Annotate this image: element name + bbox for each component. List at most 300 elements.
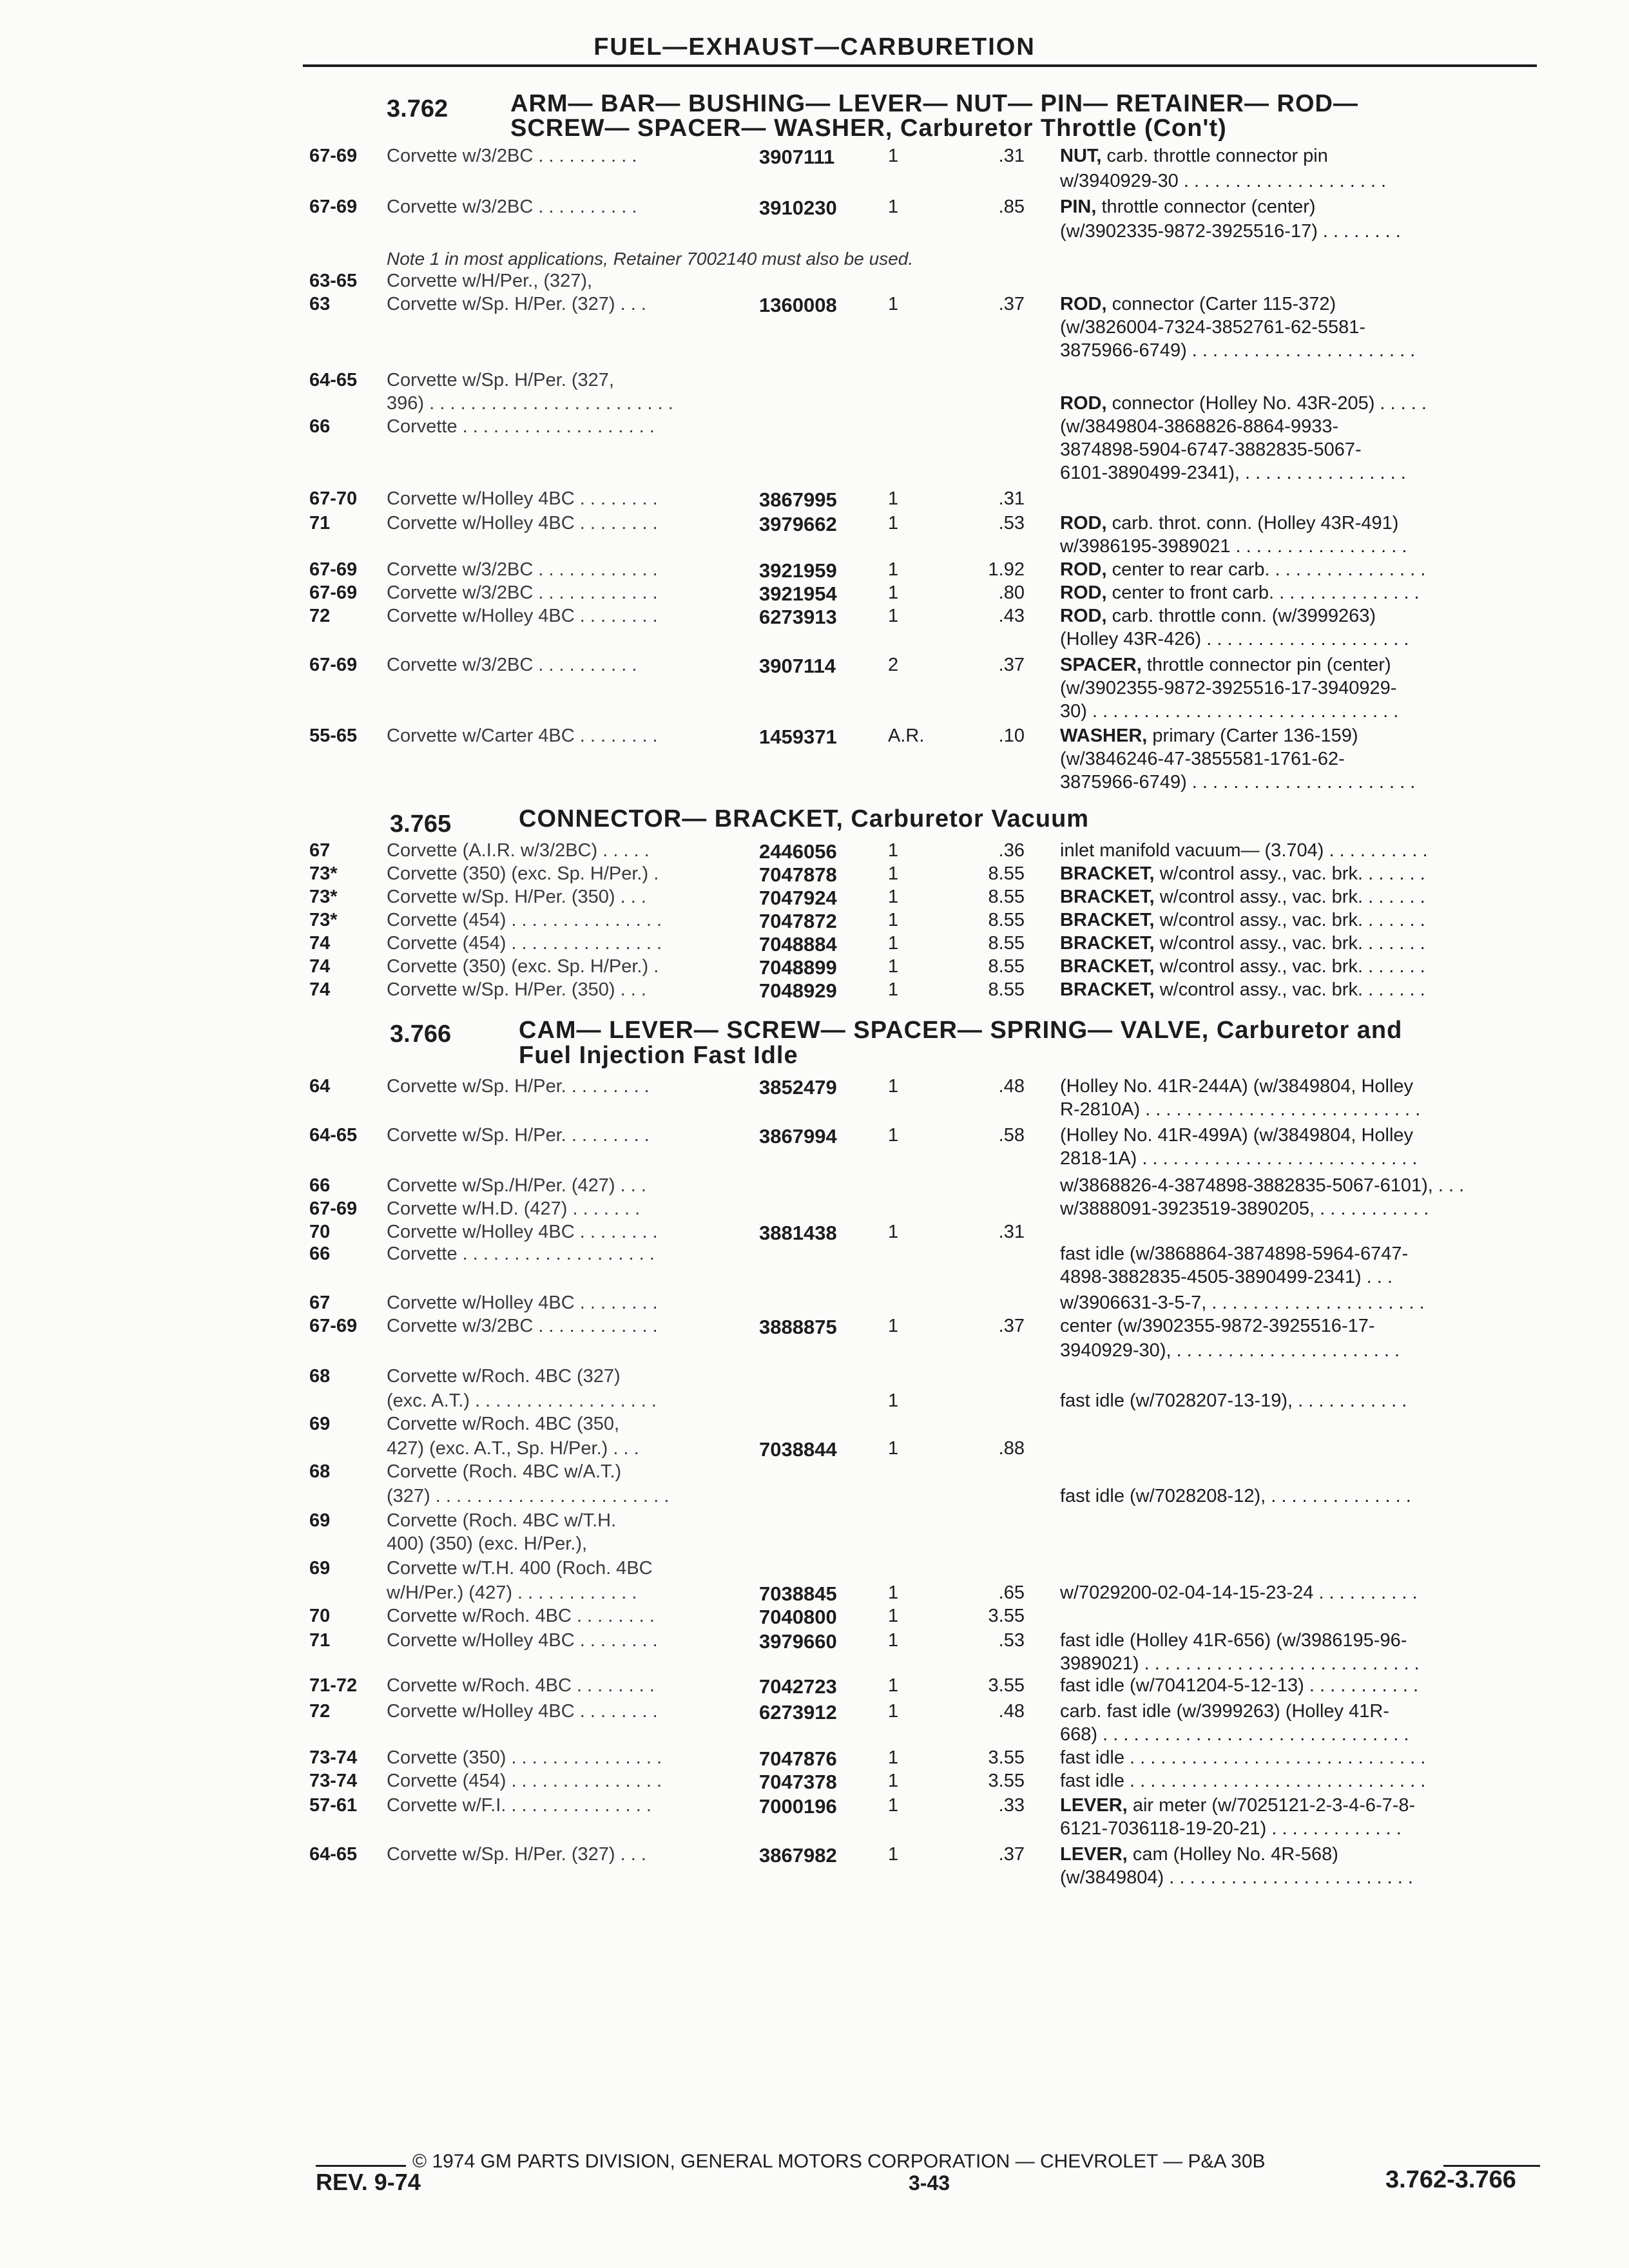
part-detail: air meter (w/7025121-2-3-4-6-7-8- <box>1132 1795 1416 1816</box>
part-name: SPACER, <box>1060 655 1142 675</box>
part-detail: carb. fast idle (w/3999263) (Holley 41R- <box>1060 1701 1389 1722</box>
part-description <box>1060 1340 1400 1361</box>
part-detail: (w/3826004-7324-3852761-62-5581- <box>1060 317 1366 338</box>
table-row <box>0 294 1629 317</box>
table-row <box>0 197 1629 220</box>
price: 3.55 <box>988 1675 1025 1696</box>
table-row <box>0 1867 1629 1890</box>
table-row <box>0 655 1629 678</box>
part-description <box>1060 1795 1415 1816</box>
application: Corvette (350) . . . . . . . . . . . . . . . <box>387 1747 662 1768</box>
part-name: BRACKET, <box>1060 887 1155 907</box>
part-detail: 3989021) . . . . . . . . . . . . . . . . . . . . . . . . . . . <box>1060 1653 1420 1674</box>
part-description <box>1060 1244 1408 1265</box>
model-year: 73* <box>309 863 338 884</box>
table-row <box>0 1148 1629 1171</box>
table-row <box>0 559 1629 582</box>
table-row <box>0 1630 1629 1653</box>
price: 3.55 <box>988 1747 1025 1768</box>
part-detail: 2818-1A) . . . . . . . . . . . . . . . . . . . . . . . . . . . <box>1060 1148 1418 1169</box>
application: 427) (exc. A.T., Sp. H/Per.) . . . <box>387 1438 639 1459</box>
price: .37 <box>998 1316 1025 1336</box>
model-year: 74 <box>309 956 331 977</box>
quantity: 1 <box>888 1675 899 1696</box>
table-row <box>0 1533 1629 1557</box>
part-detail: (w/3849804-3868826-8864-9933- <box>1060 416 1339 437</box>
part-name: BRACKET, <box>1060 933 1155 954</box>
part-detail: 3874898-5904-6747-3882835-5067- <box>1060 439 1362 460</box>
part-number: 3907111 <box>759 146 835 168</box>
part-detail: fast idle (Holley 41R-656) (w/3986195-96- <box>1060 1630 1407 1651</box>
price: .36 <box>998 840 1025 861</box>
price: 1.92 <box>988 559 1025 580</box>
table-row <box>0 1795 1629 1818</box>
table-row <box>0 1340 1629 1363</box>
section-title-3762-line1: ARM— BAR— BUSHING— LEVER— NUT— PIN— RETAINER— ROD— <box>510 90 1358 117</box>
application: Corvette w/Holley 4BC . . . . . . . . <box>387 606 658 626</box>
part-number: 7047872 <box>759 910 837 932</box>
part-description <box>1060 1267 1393 1288</box>
model-year: 63-65 <box>309 271 358 291</box>
table-row <box>0 463 1629 486</box>
part-number: 3881438 <box>759 1222 837 1244</box>
part-number: 3867982 <box>759 1844 837 1867</box>
part-name: WASHER, <box>1060 726 1148 746</box>
application: 400) (350) (exc. H/Per.), <box>387 1533 588 1554</box>
part-detail: w/control assy., vac. brk. . . . . . . <box>1159 910 1425 930</box>
price: .48 <box>998 1701 1025 1722</box>
part-description <box>1060 933 1425 954</box>
part-detail: center to rear carb. . . . . . . . . . . . . . . . <box>1112 559 1426 580</box>
model-year: 66 <box>309 1175 331 1196</box>
table-row <box>0 840 1629 863</box>
table-row <box>0 629 1629 652</box>
application: Corvette . . . . . . . . . . . . . . . . . . . <box>387 416 655 437</box>
part-description <box>1060 1747 1425 1769</box>
model-year: 70 <box>309 1606 331 1626</box>
part-number: 2446056 <box>759 840 837 863</box>
part-detail: inlet manifold vacuum— (3.704) . . . . . . . . . . <box>1060 840 1428 861</box>
part-detail: w/control assy., vac. brk. . . . . . . <box>1159 887 1425 907</box>
part-description <box>1060 1486 1411 1507</box>
application: Corvette w/T.H. 400 (Roch. 4BC <box>387 1558 653 1579</box>
part-detail: fast idle . . . . . . . . . . . . . . . . . . . . . . . . . . . . . <box>1060 1771 1426 1791</box>
price: .31 <box>998 146 1025 166</box>
table-row <box>0 1293 1629 1316</box>
model-year: 64-65 <box>309 1844 358 1865</box>
model-year: 67-69 <box>309 655 358 675</box>
part-detail: (w/3849804) . . . . . . . . . . . . . . . . . . . . . . . . <box>1060 1867 1413 1888</box>
application: (exc. A.T.) . . . . . . . . . . . . . . . . . . <box>387 1390 657 1411</box>
part-detail: w/control assy., vac. brk. . . . . . . <box>1159 863 1425 884</box>
table-row <box>0 1486 1629 1509</box>
table-row <box>0 1099 1629 1122</box>
part-name: ROD, <box>1060 294 1107 314</box>
model-year: 71-72 <box>309 1675 358 1696</box>
quantity: 1 <box>888 1747 899 1768</box>
price: .31 <box>998 488 1025 509</box>
price: 8.55 <box>988 910 1025 930</box>
part-name: LEVER, <box>1060 1795 1128 1816</box>
part-description <box>1060 1099 1420 1120</box>
quantity: 1 <box>888 840 899 861</box>
part-name: NUT, <box>1060 146 1102 166</box>
part-description <box>1060 221 1401 242</box>
model-year: 64 <box>309 1076 331 1097</box>
page-header: FUEL—EXHAUST—CARBURETION <box>593 34 1036 61</box>
model-year: 74 <box>309 979 331 1000</box>
part-detail: throttle connector (center) <box>1101 197 1316 217</box>
quantity: 1 <box>888 197 899 217</box>
part-description <box>1060 1582 1418 1604</box>
application: Corvette w/Holley 4BC . . . . . . . . <box>387 1222 658 1242</box>
quantity: 1 <box>888 606 899 626</box>
footer-revision: REV. 9-74 <box>316 2169 421 2195</box>
part-description <box>1060 1818 1402 1840</box>
application: Corvette w/Roch. 4BC . . . . . . . . <box>387 1675 655 1696</box>
part-number: 7048929 <box>759 979 837 1002</box>
model-year: 70 <box>309 1222 331 1242</box>
model-year: 67-69 <box>309 197 358 217</box>
quantity: 1 <box>888 1222 899 1242</box>
quantity: 1 <box>888 863 899 884</box>
model-year: 69 <box>309 1558 331 1579</box>
part-detail: connector (Carter 115-372) <box>1112 294 1336 314</box>
table-row <box>0 726 1629 749</box>
quantity: 1 <box>888 1630 899 1651</box>
table-row <box>0 1724 1629 1747</box>
part-detail: w/3868826-4-3874898-3882835-5067-6101), . . . <box>1060 1175 1465 1196</box>
part-name: ROD, <box>1060 606 1107 626</box>
section-number-3765: 3.765 <box>390 811 452 838</box>
application: Corvette (Roch. 4BC w/T.H. <box>387 1510 617 1531</box>
application: Corvette w/Roch. 4BC . . . . . . . . <box>387 1606 655 1626</box>
part-number: 7048884 <box>759 933 837 956</box>
price: 3.55 <box>988 1771 1025 1791</box>
part-description <box>1060 1148 1417 1169</box>
table-row <box>0 1076 1629 1099</box>
quantity: A.R. <box>888 726 925 746</box>
part-description <box>1060 1675 1418 1696</box>
part-detail: carb. throttle conn. (w/3999263) <box>1112 606 1376 626</box>
part-description <box>1060 887 1425 908</box>
part-number: 3888875 <box>759 1316 837 1338</box>
table-row <box>0 956 1629 979</box>
application: 396) . . . . . . . . . . . . . . . . . . . . . . . . <box>387 393 673 414</box>
price: .33 <box>998 1795 1025 1816</box>
part-detail: center (w/3902355-9872-3925516-17- <box>1060 1316 1375 1336</box>
application: Corvette w/Carter 4BC . . . . . . . . <box>387 726 658 746</box>
application: Corvette w/Sp./H/Per. (427) . . . <box>387 1175 646 1196</box>
part-description <box>1060 1867 1413 1888</box>
part-detail: 6101-3890499-2341), . . . . . . . . . . . . . . . . <box>1060 463 1406 483</box>
part-description <box>1060 1653 1420 1675</box>
application: Corvette w/Holley 4BC . . . . . . . . <box>387 1630 658 1651</box>
part-number: 3921959 <box>759 559 837 582</box>
part-name: BRACKET, <box>1060 956 1155 977</box>
model-year: 71 <box>309 1630 331 1651</box>
part-detail: carb. throt. conn. (Holley 43R-491) <box>1112 513 1399 533</box>
model-year: 72 <box>309 1701 331 1722</box>
part-description <box>1060 340 1415 361</box>
model-year: 67-70 <box>309 488 358 509</box>
quantity: 1 <box>888 1125 899 1146</box>
part-detail: fast idle (w/3868864-3874898-5964-6747- <box>1060 1244 1409 1264</box>
model-year: 72 <box>309 606 331 626</box>
part-number: 7048899 <box>759 956 837 979</box>
table-row <box>0 416 1629 439</box>
table-row <box>0 863 1629 887</box>
table-row <box>0 701 1629 724</box>
part-description <box>1060 582 1420 604</box>
table-row <box>0 887 1629 910</box>
part-name: LEVER, <box>1060 1844 1128 1865</box>
application: Corvette w/Sp. H/Per. (327) . . . <box>387 1844 646 1865</box>
application: Corvette w/Holley 4BC . . . . . . . . <box>387 1701 658 1722</box>
section-title-3766-line1: CAM— LEVER— SCREW— SPACER— SPRING— VALVE, Carburetor and <box>519 1017 1403 1044</box>
price: .10 <box>998 726 1025 746</box>
part-detail: w/3906631-3-5-7, . . . . . . . . . . . . . . . . . . . . . <box>1060 1293 1425 1313</box>
table-row <box>0 370 1629 393</box>
price: 8.55 <box>988 933 1025 954</box>
quantity: 1 <box>888 1606 899 1626</box>
model-year: 69 <box>309 1414 331 1434</box>
table-row <box>0 171 1629 194</box>
model-year: 73* <box>309 887 338 907</box>
part-number: 3910230 <box>759 197 837 219</box>
model-year: 74 <box>309 933 331 954</box>
quantity: 2 <box>888 655 899 675</box>
table-row <box>0 536 1629 559</box>
model-year: 67-69 <box>309 582 358 603</box>
section-number-3766: 3.766 <box>390 1021 452 1048</box>
part-description <box>1060 294 1336 315</box>
model-year: 66 <box>309 1244 331 1264</box>
table-row <box>0 979 1629 1003</box>
table-row <box>0 1558 1629 1581</box>
application: Corvette w/3/2BC . . . . . . . . . . <box>387 197 637 217</box>
price: .43 <box>998 606 1025 626</box>
section-title-3762-line2: SCREW— SPACER— WASHER, Carburetor Throttle (Con't) <box>510 115 1227 142</box>
footer-section-range: 3.762-3.766 <box>1385 2166 1516 2193</box>
price: .37 <box>998 294 1025 314</box>
quantity: 1 <box>888 1701 899 1722</box>
table-row <box>0 606 1629 629</box>
part-description <box>1060 863 1425 885</box>
part-description <box>1060 146 1328 167</box>
model-year: 67-69 <box>309 559 358 580</box>
section-number-3762: 3.762 <box>387 95 448 122</box>
table-row <box>0 1175 1629 1198</box>
part-detail: throttle connector pin (center) <box>1146 655 1391 675</box>
table-row <box>0 1510 1629 1533</box>
price: .48 <box>998 1076 1025 1097</box>
part-description <box>1060 840 1428 861</box>
part-number: 7038844 <box>759 1438 837 1461</box>
table-row <box>0 1414 1629 1437</box>
footer-copyright: © 1974 GM PARTS DIVISION, GENERAL MOTORS CORPORATION — CHEVROLET — P&A 30B <box>412 2151 1266 2172</box>
part-description <box>1060 629 1409 650</box>
part-detail: w/control assy., vac. brk. . . . . . . <box>1159 956 1425 977</box>
model-year: 71 <box>309 513 331 533</box>
part-number: 6273912 <box>759 1701 837 1724</box>
application: Corvette w/Roch. 4BC (327) <box>387 1366 621 1387</box>
application: Corvette w/Sp. H/Per. (350) . . . <box>387 979 646 1000</box>
part-description <box>1060 1844 1338 1865</box>
part-description <box>1060 979 1425 1001</box>
part-detail: (Holley No. 41R-499A) (w/3849804, Holley <box>1060 1125 1414 1146</box>
model-year: 57-61 <box>309 1795 358 1816</box>
part-number: 3867994 <box>759 1125 837 1148</box>
part-detail: fast idle (w/7028207-13-19), . . . . . . . . . . . <box>1060 1390 1407 1411</box>
application: (327) . . . . . . . . . . . . . . . . . . . . . . . <box>387 1486 670 1506</box>
model-year: 69 <box>309 1510 331 1531</box>
part-detail: 30) . . . . . . . . . . . . . . . . . . . . . . . . . . . . . . <box>1060 701 1399 722</box>
part-name: BRACKET, <box>1060 979 1155 1000</box>
application: Corvette w/3/2BC . . . . . . . . . . . . <box>387 1316 658 1336</box>
part-detail: carb. throttle connector pin <box>1106 146 1328 166</box>
application: Corvette w/H/Per., (327), <box>387 271 593 291</box>
table-row <box>0 1244 1629 1267</box>
application: Corvette w/Holley 4BC . . . . . . . . <box>387 513 658 533</box>
part-detail: w/control assy., vac. brk. . . . . . . <box>1159 933 1425 954</box>
price: .80 <box>998 582 1025 603</box>
quantity: 1 <box>888 1076 899 1097</box>
part-number: 3979662 <box>759 513 837 535</box>
application: Corvette w/Sp. H/Per. (327) . . . <box>387 294 646 314</box>
part-description <box>1060 701 1398 722</box>
part-name: ROD, <box>1060 513 1107 533</box>
table-row <box>0 488 1629 512</box>
table-row <box>0 146 1629 169</box>
part-detail: fast idle . . . . . . . . . . . . . . . . . . . . . . . . . . . . . <box>1060 1747 1426 1768</box>
part-name: PIN, <box>1060 197 1097 217</box>
application: Corvette w/Sp. H/Per. (327, <box>387 370 614 390</box>
application: Corvette w/H.D. (427) . . . . . . . <box>387 1198 641 1219</box>
part-description <box>1060 536 1407 557</box>
retainer-note: Note 1 in most applications, Retainer 7002140 must also be used. <box>387 249 914 269</box>
part-description <box>1060 393 1427 414</box>
table-row <box>0 221 1629 244</box>
part-detail: fast idle (w/7041204-5-12-13) . . . . . . . . . . . <box>1060 1675 1419 1696</box>
part-detail: 4898-3882835-4505-3890499-2341) . . . <box>1060 1267 1393 1287</box>
part-detail: 668) . . . . . . . . . . . . . . . . . . . . . . . . . . . . . . <box>1060 1724 1409 1745</box>
table-row <box>0 1653 1629 1677</box>
quantity: 1 <box>888 979 899 1000</box>
price: .37 <box>998 655 1025 675</box>
quantity: 1 <box>888 1390 899 1411</box>
part-number: 7047878 <box>759 863 837 886</box>
model-year: 67-69 <box>309 1198 358 1219</box>
model-year: 73* <box>309 910 338 930</box>
application: Corvette (A.I.R. w/3/2BC) . . . . . <box>387 840 650 861</box>
table-row <box>0 1390 1629 1414</box>
part-description <box>1060 655 1391 676</box>
table-row <box>0 1198 1629 1222</box>
section-title-3765: CONNECTOR— BRACKET, Carburetor Vacuum <box>519 805 1090 832</box>
model-year: 67 <box>309 840 331 861</box>
part-description <box>1060 726 1358 747</box>
model-year: 67-69 <box>309 146 358 166</box>
table-row <box>0 1818 1629 1841</box>
price: .85 <box>998 197 1025 217</box>
part-description <box>1060 606 1376 627</box>
table-row <box>0 1222 1629 1245</box>
part-description <box>1060 317 1365 338</box>
part-number: 7047378 <box>759 1771 837 1793</box>
part-number: 6273913 <box>759 606 837 628</box>
price: .37 <box>998 1844 1025 1865</box>
application: Corvette (454) . . . . . . . . . . . . . . . <box>387 910 662 930</box>
table-row <box>0 1675 1629 1698</box>
quantity: 1 <box>888 910 899 930</box>
price: 8.55 <box>988 956 1025 977</box>
part-detail: (Holley 43R-426) . . . . . . . . . . . . . . . . . . . . <box>1060 629 1409 649</box>
price: .88 <box>998 1438 1025 1459</box>
part-detail: center to front carb. . . . . . . . . . . . . . . <box>1112 582 1420 603</box>
model-year: 55-65 <box>309 726 358 746</box>
part-description <box>1060 171 1386 192</box>
application: Corvette w/Sp. H/Per. (350) . . . <box>387 887 646 907</box>
quantity: 1 <box>888 887 899 907</box>
part-description <box>1060 513 1398 534</box>
part-number: 3907114 <box>759 655 836 677</box>
application: Corvette (350) (exc. Sp. H/Per.) . <box>387 956 659 977</box>
application: Corvette w/3/2BC . . . . . . . . . . <box>387 146 637 166</box>
part-description <box>1060 956 1425 977</box>
table-row <box>0 910 1629 933</box>
application: Corvette w/3/2BC . . . . . . . . . . <box>387 655 637 675</box>
part-number: 3979660 <box>759 1630 837 1653</box>
table-row <box>0 1316 1629 1339</box>
model-year: 73-74 <box>309 1771 358 1791</box>
table-row <box>0 1771 1629 1794</box>
part-detail: w/3940929-30 . . . . . . . . . . . . . . . . . . . . <box>1060 171 1387 191</box>
model-year: 66 <box>309 416 331 437</box>
section-title-3766-line2: Fuel Injection Fast Idle <box>519 1042 798 1069</box>
model-year: 68 <box>309 1461 331 1482</box>
model-year: 63 <box>309 294 331 314</box>
header-rule <box>303 64 1537 67</box>
quantity: 1 <box>888 956 899 977</box>
part-description <box>1060 439 1362 461</box>
part-description <box>1060 678 1396 699</box>
table-row <box>0 582 1629 606</box>
part-detail: 6121-7036118-19-20-21) . . . . . . . . . . . . . <box>1060 1818 1402 1839</box>
part-number: 7047924 <box>759 887 837 909</box>
part-detail: R-2810A) . . . . . . . . . . . . . . . . . . . . . . . . . . . <box>1060 1099 1421 1120</box>
table-row <box>0 1438 1629 1461</box>
price: .65 <box>998 1582 1025 1603</box>
application: Corvette (Roch. 4BC w/A.T.) <box>387 1461 622 1482</box>
quantity: 1 <box>888 1316 899 1336</box>
table-row <box>0 1461 1629 1485</box>
quantity: 1 <box>888 488 899 509</box>
model-year: 73-74 <box>309 1747 358 1768</box>
table-row <box>0 393 1629 416</box>
part-description <box>1060 1125 1413 1146</box>
table-row <box>0 933 1629 956</box>
part-description <box>1060 1076 1413 1097</box>
table-row <box>0 1267 1629 1290</box>
table-row <box>0 1701 1629 1724</box>
part-number: 7042723 <box>759 1675 837 1698</box>
price: .53 <box>998 513 1025 533</box>
table-row <box>0 1747 1629 1771</box>
part-number: 1459371 <box>759 726 837 748</box>
price: 8.55 <box>988 979 1025 1000</box>
part-detail: w/control assy., vac. brk. . . . . . . <box>1159 979 1425 1000</box>
